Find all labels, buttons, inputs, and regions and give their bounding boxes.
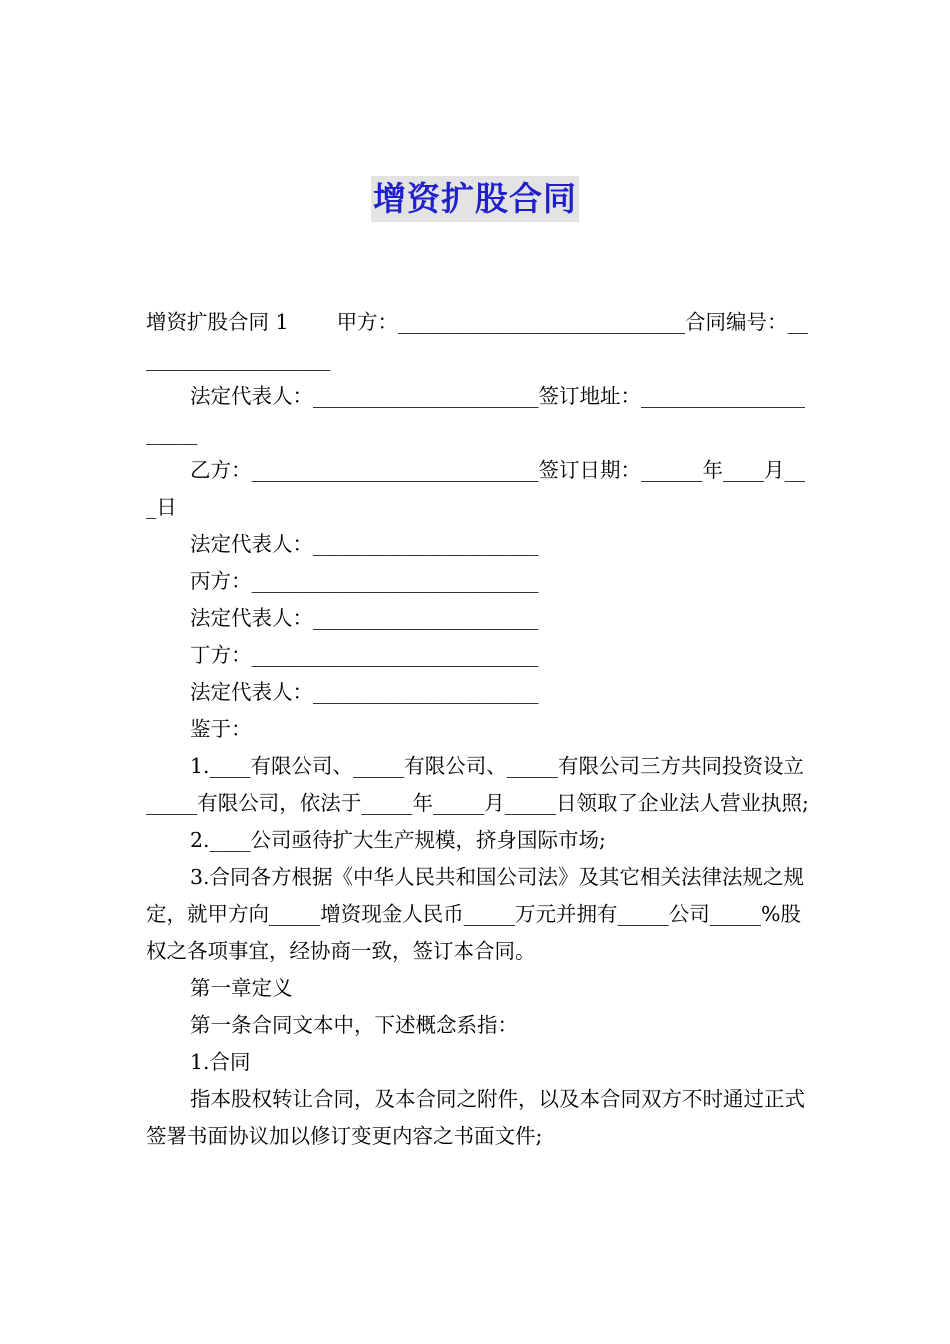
document-body [146,304,810,1155]
paragraph-header [146,304,810,378]
title-container [0,176,950,222]
paragraph-party-a: 甲方：____________________________合同编号：____________________ [146,310,809,371]
chapter-heading: 第一章定义 [190,976,293,1000]
definition-1-text: 指本股权转让合同，及本合同之附件，以及本合同双方不时通过正式签署书面协议加以修订变更内容之书面文件; [146,1087,805,1148]
paragraph-party-c-representative: 法定代表人：______________________ [190,606,539,630]
document-title: 增资扩股合同 [371,176,579,222]
paragraph-whereas-3: 3.合同各方根据《中华人民共和国公司法》及其它相关法律法规之规定，就甲方向_____增资现金人民币_____万元并拥有_____公司_____%股权之各项事宜，经协商一致，签订本合同。 [146,865,805,963]
paragraph-party-a-representative: 法定代表人：______________________签订地址：_____________________ [146,384,805,445]
paragraph-whereas-1: 1.____有限公司、_____有限公司、_____有限公司三方共同投资设立_____有限公司，依法于_____年_____月_____日领取了企业法人营业执照; [146,754,809,815]
paragraph-party-c: 丙方：____________________________ [190,569,539,593]
paragraph-party-b-representative: 法定代表人：______________________ [190,532,539,556]
definition-1-term: 1.合同 [190,1050,251,1074]
paragraph-party-d: 丁方：____________________________ [190,643,539,667]
paragraph-whereas-2: 2.____公司亟待扩大生产规模，挤身国际市场; [190,828,606,852]
article-1: 第一条合同文本中，下述概念系指： [190,1013,518,1037]
paragraph-party-d-representative: 法定代表人：______________________ [190,680,539,704]
paragraph-party-b: 乙方：____________________________签订日期：______年____月___日 [146,458,805,519]
paragraph-contract-number-label: 增资扩股合同 1 [146,310,289,334]
paragraph-whereas: 鉴于： [190,717,252,741]
